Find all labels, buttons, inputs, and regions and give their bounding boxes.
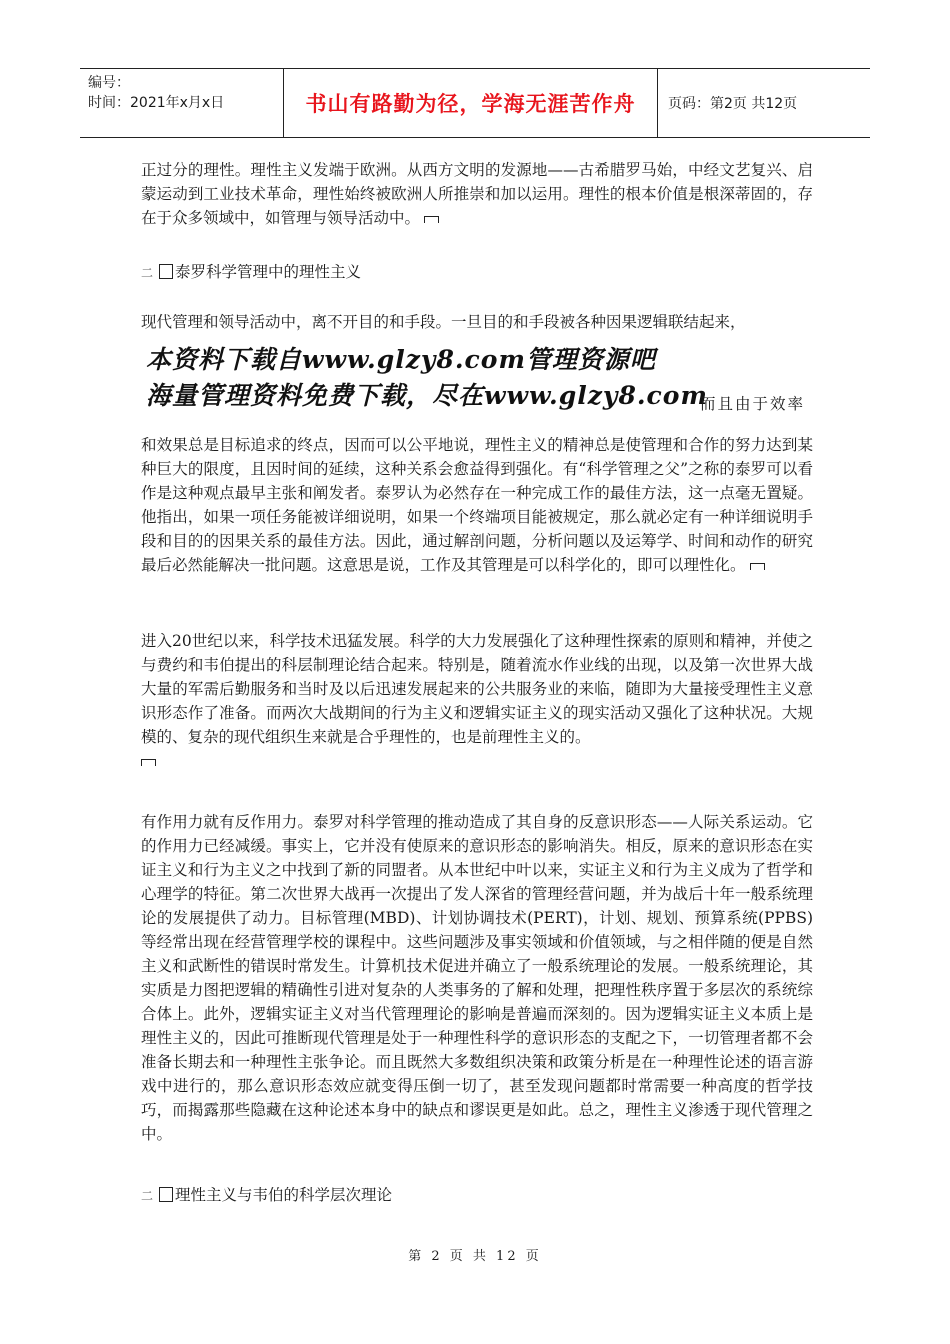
paragraph-4 xyxy=(141,629,813,749)
paragraph-mark xyxy=(424,216,439,223)
heading-number: 二 xyxy=(141,266,154,280)
paragraph-1 xyxy=(141,158,813,230)
section-heading-1 xyxy=(141,260,361,282)
heading-text: 理性主义与韦伯的科学层次理论 xyxy=(175,1186,393,1204)
ad-line-2: 海量管理资料免费下载，尽在www.glzy8.com xyxy=(146,381,708,410)
header-meta xyxy=(80,69,284,137)
paragraph-1-block xyxy=(141,158,813,230)
box-icon xyxy=(159,264,173,279)
page-label: 页码：第2页 共12页 xyxy=(668,96,798,112)
heading-text: 泰罗科学管理中的理性主义 xyxy=(175,263,362,281)
ad-line-1: 本资料下载自www.glzy8.com管理资源吧 xyxy=(146,345,656,374)
section-heading-2 xyxy=(141,1183,392,1205)
paragraph-5: 有作用力就有反作用力。泰罗对科学管理的推动造成了其自身的反意识形态——人际关系运动。它的作用力已经减缓。事实上，它并没有使原来的意识形态的影响消失。相反，原来的意识形态在实证主义和行为主义之中找到了新的同盟者。从本世纪中叶以来，实证主义和行为主义成为了哲学和心理学的特征。第二次世界大战再一次提出了发人深省的管理经营问题，并为战后十年一般系统理论的发展提供了动力。目标管理(MBD)、计划协调技术(PERT)，计划、规划、预算系统(PPBS)等经常出现在经营管理学校的课程中。这些问题涉及事实领域和价值领域，与之相伴随的便是自然主义和武断性的错误时常发生。计算机技术促进并确立了一般系统理论的发展。一般系统理论，其实质是力图把逻辑的精确性引进对复杂的人类事务的了解和处理，把理性秩序置于多层次的系统综合体上。此外，逻辑实证主义对当代管理理论的影响是普遍而深刻的。因为逻辑实证主义本质上是理性主义的，因此可推断现代管理是处于一种理性科学的意识形态的支配之下，一切管理者都不会准备长期去和一种理性主张争论。而且既然大多数组织决策和政策分析是在一种理性论述的语言游戏中进行的，那么意识形态效应就变得压倒一切了，甚至发现问题都时常需要一种高度的哲学技巧，而揭露那些隐藏在这种论述本身中的缺点和谬误更是如此。总之，理性主义渗透于现代管理之中。 xyxy=(141,813,813,1143)
header-table xyxy=(80,68,870,138)
paragraph-mark xyxy=(750,563,765,570)
paragraph-3-text: 和效果总是目标追求的终点，因而可以公平地说，理性主义的精神总是使管理和合作的努力达到某种巨大的限度，且因时间的延续，这种关系会愈益得到强化。有“科学管理之父”之称的泰罗可以看作是这种观点最早主张和阐发者。泰罗认为必然存在一种完成工作的最佳方法，这一点毫无置疑。他指出，如果一项任务能被详细说明，如果一个终端项目能被规定，那么就必定有一种详细说明手段和目的的因果关系的最佳方法。因此，通过解剖问题，分析问题以及运筹学、时间和动作的研究最后必然能解决一批问题。这意思是说，工作及其管理是可以科学化的，即可以理性化。 xyxy=(141,436,813,574)
box-icon xyxy=(159,1187,173,1202)
motto: 书山有路勤为径，学海无涯苦作舟 xyxy=(305,92,636,116)
paragraph-5-block xyxy=(141,810,813,1146)
paragraph-3 xyxy=(141,433,813,577)
page-footer: 第 2 页 共 12 页 xyxy=(408,1249,542,1264)
header-motto-cell xyxy=(284,69,658,137)
time-label: 时间：2021年x月x日 xyxy=(88,95,225,111)
number-label: 编号： xyxy=(88,75,130,91)
paragraph-4-block xyxy=(141,629,813,773)
paragraph-4-text: 进入20世纪以来，科学技术迅猛发展。科学的大力发展强化了这种理性探索的原则和精神，并使之与费约和韦伯提出的科层制理论结合起来。特别是，随着流水作业线的出现，以及第一次世界大战大量的军需后勤服务和当时及以后迅速发展起来的公共服务业的来临，随即为大量接受理性主义意识形态作了准备。而两次大战期间的行为主义和逻辑实证主义的现实活动又强化了这种状况。大规模的、复杂的现代组织生来就是合乎理性的，也是前理性主义的。 xyxy=(141,632,813,746)
heading-number: 二 xyxy=(141,1189,154,1203)
paragraph-2-tail: 而且由于效率 xyxy=(700,395,806,413)
header-page-cell xyxy=(658,69,870,137)
paragraph-3-block xyxy=(141,433,813,577)
paragraph-2-block xyxy=(141,310,813,334)
paragraph-2-line: 现代管理和领导活动中，离不开目的和手段。一旦目的和手段被各种因果逻辑联结起来， xyxy=(141,313,746,331)
paragraph-mark xyxy=(141,759,156,766)
paragraph-1-text: 正过分的理性。理性主义发端于欧洲。从西方文明的发源地——古希腊罗马始，中经文艺复兴、启蒙运动到工业技术革命，理性始终被欧洲人所推崇和加以运用。理性的根本价值是根深蒂固的，存在于众多领域中，如管理与领导活动中。 xyxy=(141,161,813,227)
